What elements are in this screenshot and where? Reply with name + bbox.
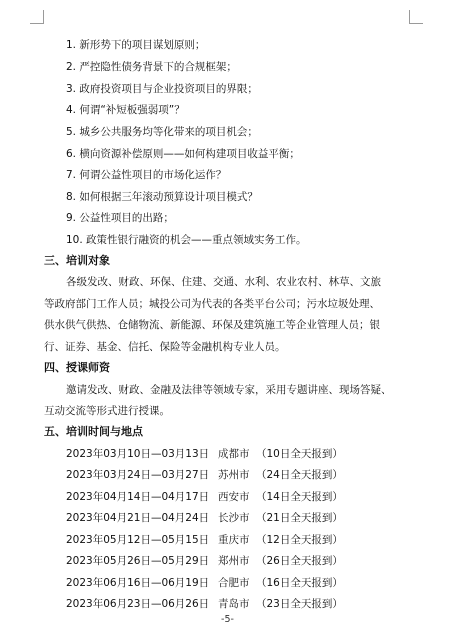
schedule-note: （26日全天报到） xyxy=(256,555,343,567)
schedule-row xyxy=(66,576,343,590)
topic-item: 9. 公益性项目的出路； xyxy=(66,212,174,224)
paragraph-line: 供水供气供热、仓储物流、新能源、环保及建筑施工等企业管理人员；银 xyxy=(44,319,380,331)
paragraph-line: 等政府部门工作人员；城投公司为代表的各类平台公司；污水垃圾处理、 xyxy=(44,298,380,310)
schedule-date: 2023年04月21日—04月24日 xyxy=(66,512,210,524)
paragraph-line: 行、证券、基金、信托、保险等金融机构专业人员。 xyxy=(44,341,286,353)
topic-item: 6. 横向资源补偿原则——如何构建项目收益平衡； xyxy=(66,148,300,160)
schedule-city: 合肥市 xyxy=(218,577,250,589)
schedule-note: （23日全天报到） xyxy=(256,598,343,610)
topic-item: 1. 新形势下的项目谋划原则； xyxy=(66,39,206,51)
schedule-date: 2023年05月26日—05月29日 xyxy=(66,555,210,567)
schedule-row xyxy=(66,597,343,611)
schedule-note: （21日全天报到） xyxy=(256,512,343,524)
schedule-row xyxy=(66,468,343,482)
schedule-city: 重庆市 xyxy=(218,534,250,546)
paragraph-line: 互动交流等形式进行授课。 xyxy=(44,405,170,417)
schedule-note: （14日全天报到） xyxy=(256,491,343,503)
schedule-city: 郑州市 xyxy=(218,555,250,567)
schedule-date: 2023年03月10日—03月13日 xyxy=(66,448,210,460)
section-heading-audience: 三、培训对象 xyxy=(44,254,110,267)
schedule-row xyxy=(66,511,343,525)
topic-item: 4. 何谓“补短板强弱项”？ xyxy=(66,104,185,116)
schedule-date: 2023年06月16日—06月19日 xyxy=(66,577,210,589)
schedule-date: 2023年03月24日—03月27日 xyxy=(66,469,210,481)
schedule-row xyxy=(66,554,343,568)
schedule-row xyxy=(66,533,343,547)
topic-item: 3. 政府投资项目与企业投资项目的界限； xyxy=(66,83,258,95)
page-number: -5- xyxy=(221,614,234,625)
schedule-note: （10日全天报到） xyxy=(256,448,343,460)
topic-item: 5. 城乡公共服务均等化带来的项目机会； xyxy=(66,126,258,138)
paragraph-line: 各级发改、财政、环保、住建、交通、水利、农业农村、林草、文旅 xyxy=(66,276,381,288)
topic-item: 8. 如何根据三年滚动预算设计项目模式？ xyxy=(66,191,258,203)
topic-item: 10. 政策性银行融资的机会——重点领域实务工作。 xyxy=(66,234,307,246)
topic-item: 7. 何谓公益性项目的市场化运作？ xyxy=(66,169,227,181)
crop-mark-top-left xyxy=(30,10,44,24)
schedule-city: 青岛市 xyxy=(218,598,250,610)
schedule-row xyxy=(66,490,343,504)
schedule-date: 2023年06月23日—06月26日 xyxy=(66,598,210,610)
section-heading-instructors: 四、授课师资 xyxy=(44,361,110,374)
schedule-note: （12日全天报到） xyxy=(256,534,343,546)
topic-item: 2. 严控隐性债务背景下的合规框架； xyxy=(66,61,237,73)
schedule-city: 长沙市 xyxy=(218,512,250,524)
schedule-city: 西安市 xyxy=(218,491,250,503)
schedule-city: 成都市 xyxy=(218,448,250,460)
paragraph-line: 邀请发改、财政、金融及法律等领域专家，采用专题讲座、现场答疑、 xyxy=(66,384,392,396)
crop-mark-top-right xyxy=(409,10,423,24)
schedule-date: 2023年05月12日—05月15日 xyxy=(66,534,210,546)
schedule-date: 2023年04月14日—04月17日 xyxy=(66,491,210,503)
schedule-note: （24日全天报到） xyxy=(256,469,343,481)
schedule-city: 苏州市 xyxy=(218,469,250,481)
schedule-note: （16日全天报到） xyxy=(256,577,343,589)
schedule-row xyxy=(66,447,343,461)
section-heading-schedule: 五、培训时间与地点 xyxy=(44,425,143,438)
